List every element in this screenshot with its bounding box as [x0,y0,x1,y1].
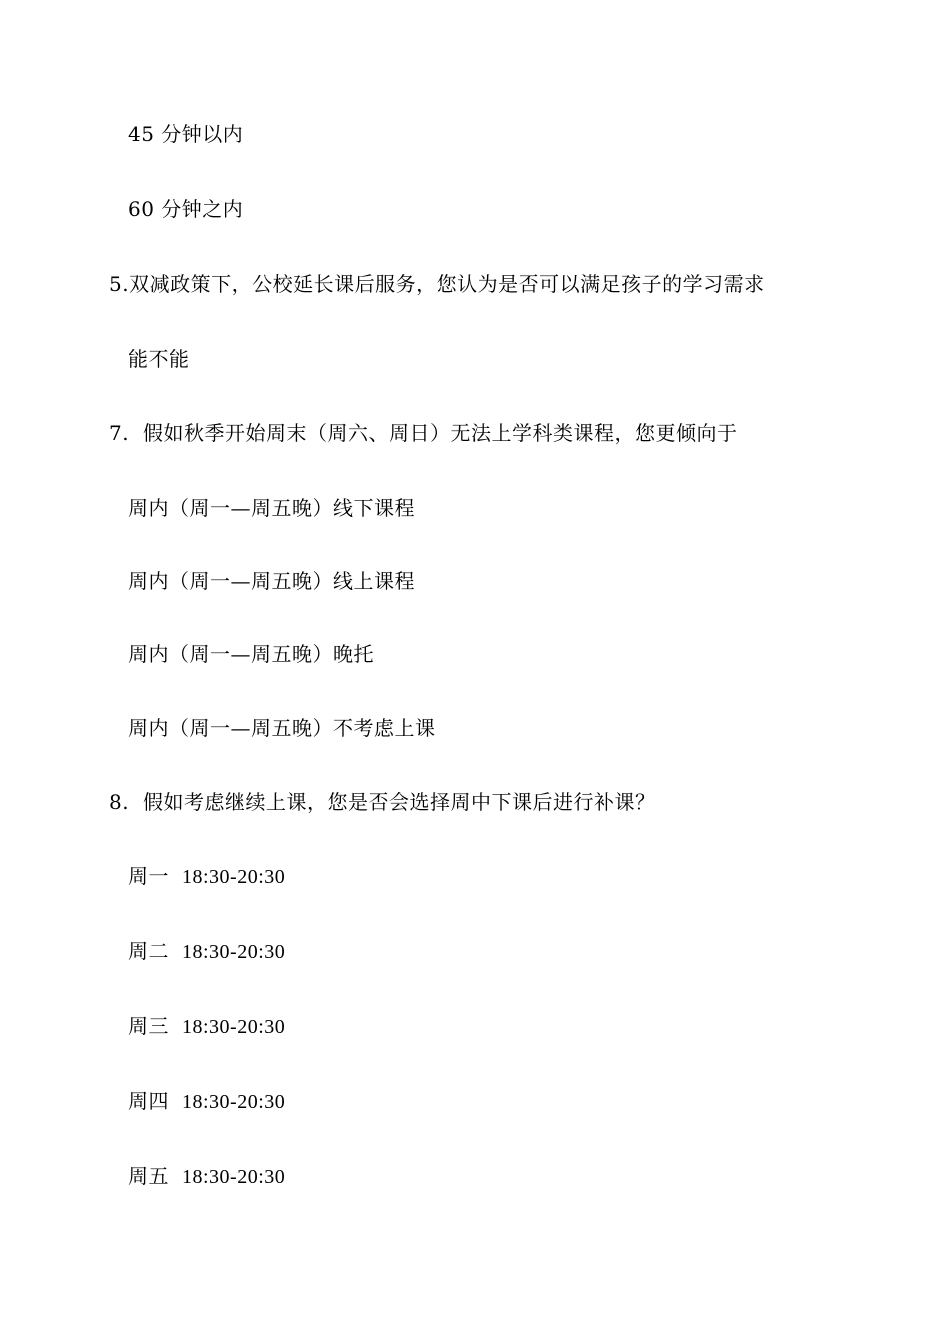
q8-option-2-time: 18:30-20:30 [182,941,286,963]
question-7-text: 假如秋季开始周末（周六、周日）无法上学科类课程，您更倾向于 [143,421,738,445]
q8-option-3-time: 18:30-20:30 [182,1016,286,1038]
question-5-text: 双减政策下，公校延长课后服务，您认为是否可以满足孩子的学习需求 [129,272,765,296]
question-7 [109,420,738,446]
q7-option-2: 周内（周一—周五晚）线上课程 [128,569,415,593]
question-8-number: 8. [109,790,130,814]
q8-option-2-day: 周二 [128,939,169,963]
question-5 [109,271,765,297]
q8-option-3 [128,1013,285,1040]
q8-option-4-day: 周四 [128,1089,169,1113]
q8-option-4-time: 18:30-20:30 [182,1091,286,1113]
q8-option-1-time: 18:30-20:30 [182,866,286,888]
q7-option-4: 周内（周一—周五晚）不考虑上课 [128,716,436,740]
q8-option-5 [128,1163,285,1190]
q5-option-1: 能不能 [128,347,190,371]
q4-option-1: 45 分钟以内 [128,122,244,146]
q8-option-5-time: 18:30-20:30 [182,1166,286,1188]
q4-option-2: 60 分钟之内 [128,197,244,221]
q7-option-3: 周内（周一—周五晚）晚托 [128,642,374,666]
question-7-number: 7. [109,421,130,445]
question-8-text: 假如考虑继续上课，您是否会选择周中下课后进行补课？ [143,790,656,814]
q8-option-2 [128,938,285,965]
q8-option-1 [128,863,285,890]
question-5-number: 5. [109,272,130,296]
q7-option-1: 周内（周一—周五晚）线下课程 [128,496,415,520]
q8-option-5-day: 周五 [128,1164,169,1188]
q8-option-3-day: 周三 [128,1014,169,1038]
q8-option-4 [128,1088,285,1115]
question-8 [109,789,656,815]
q8-option-1-day: 周一 [128,864,169,888]
